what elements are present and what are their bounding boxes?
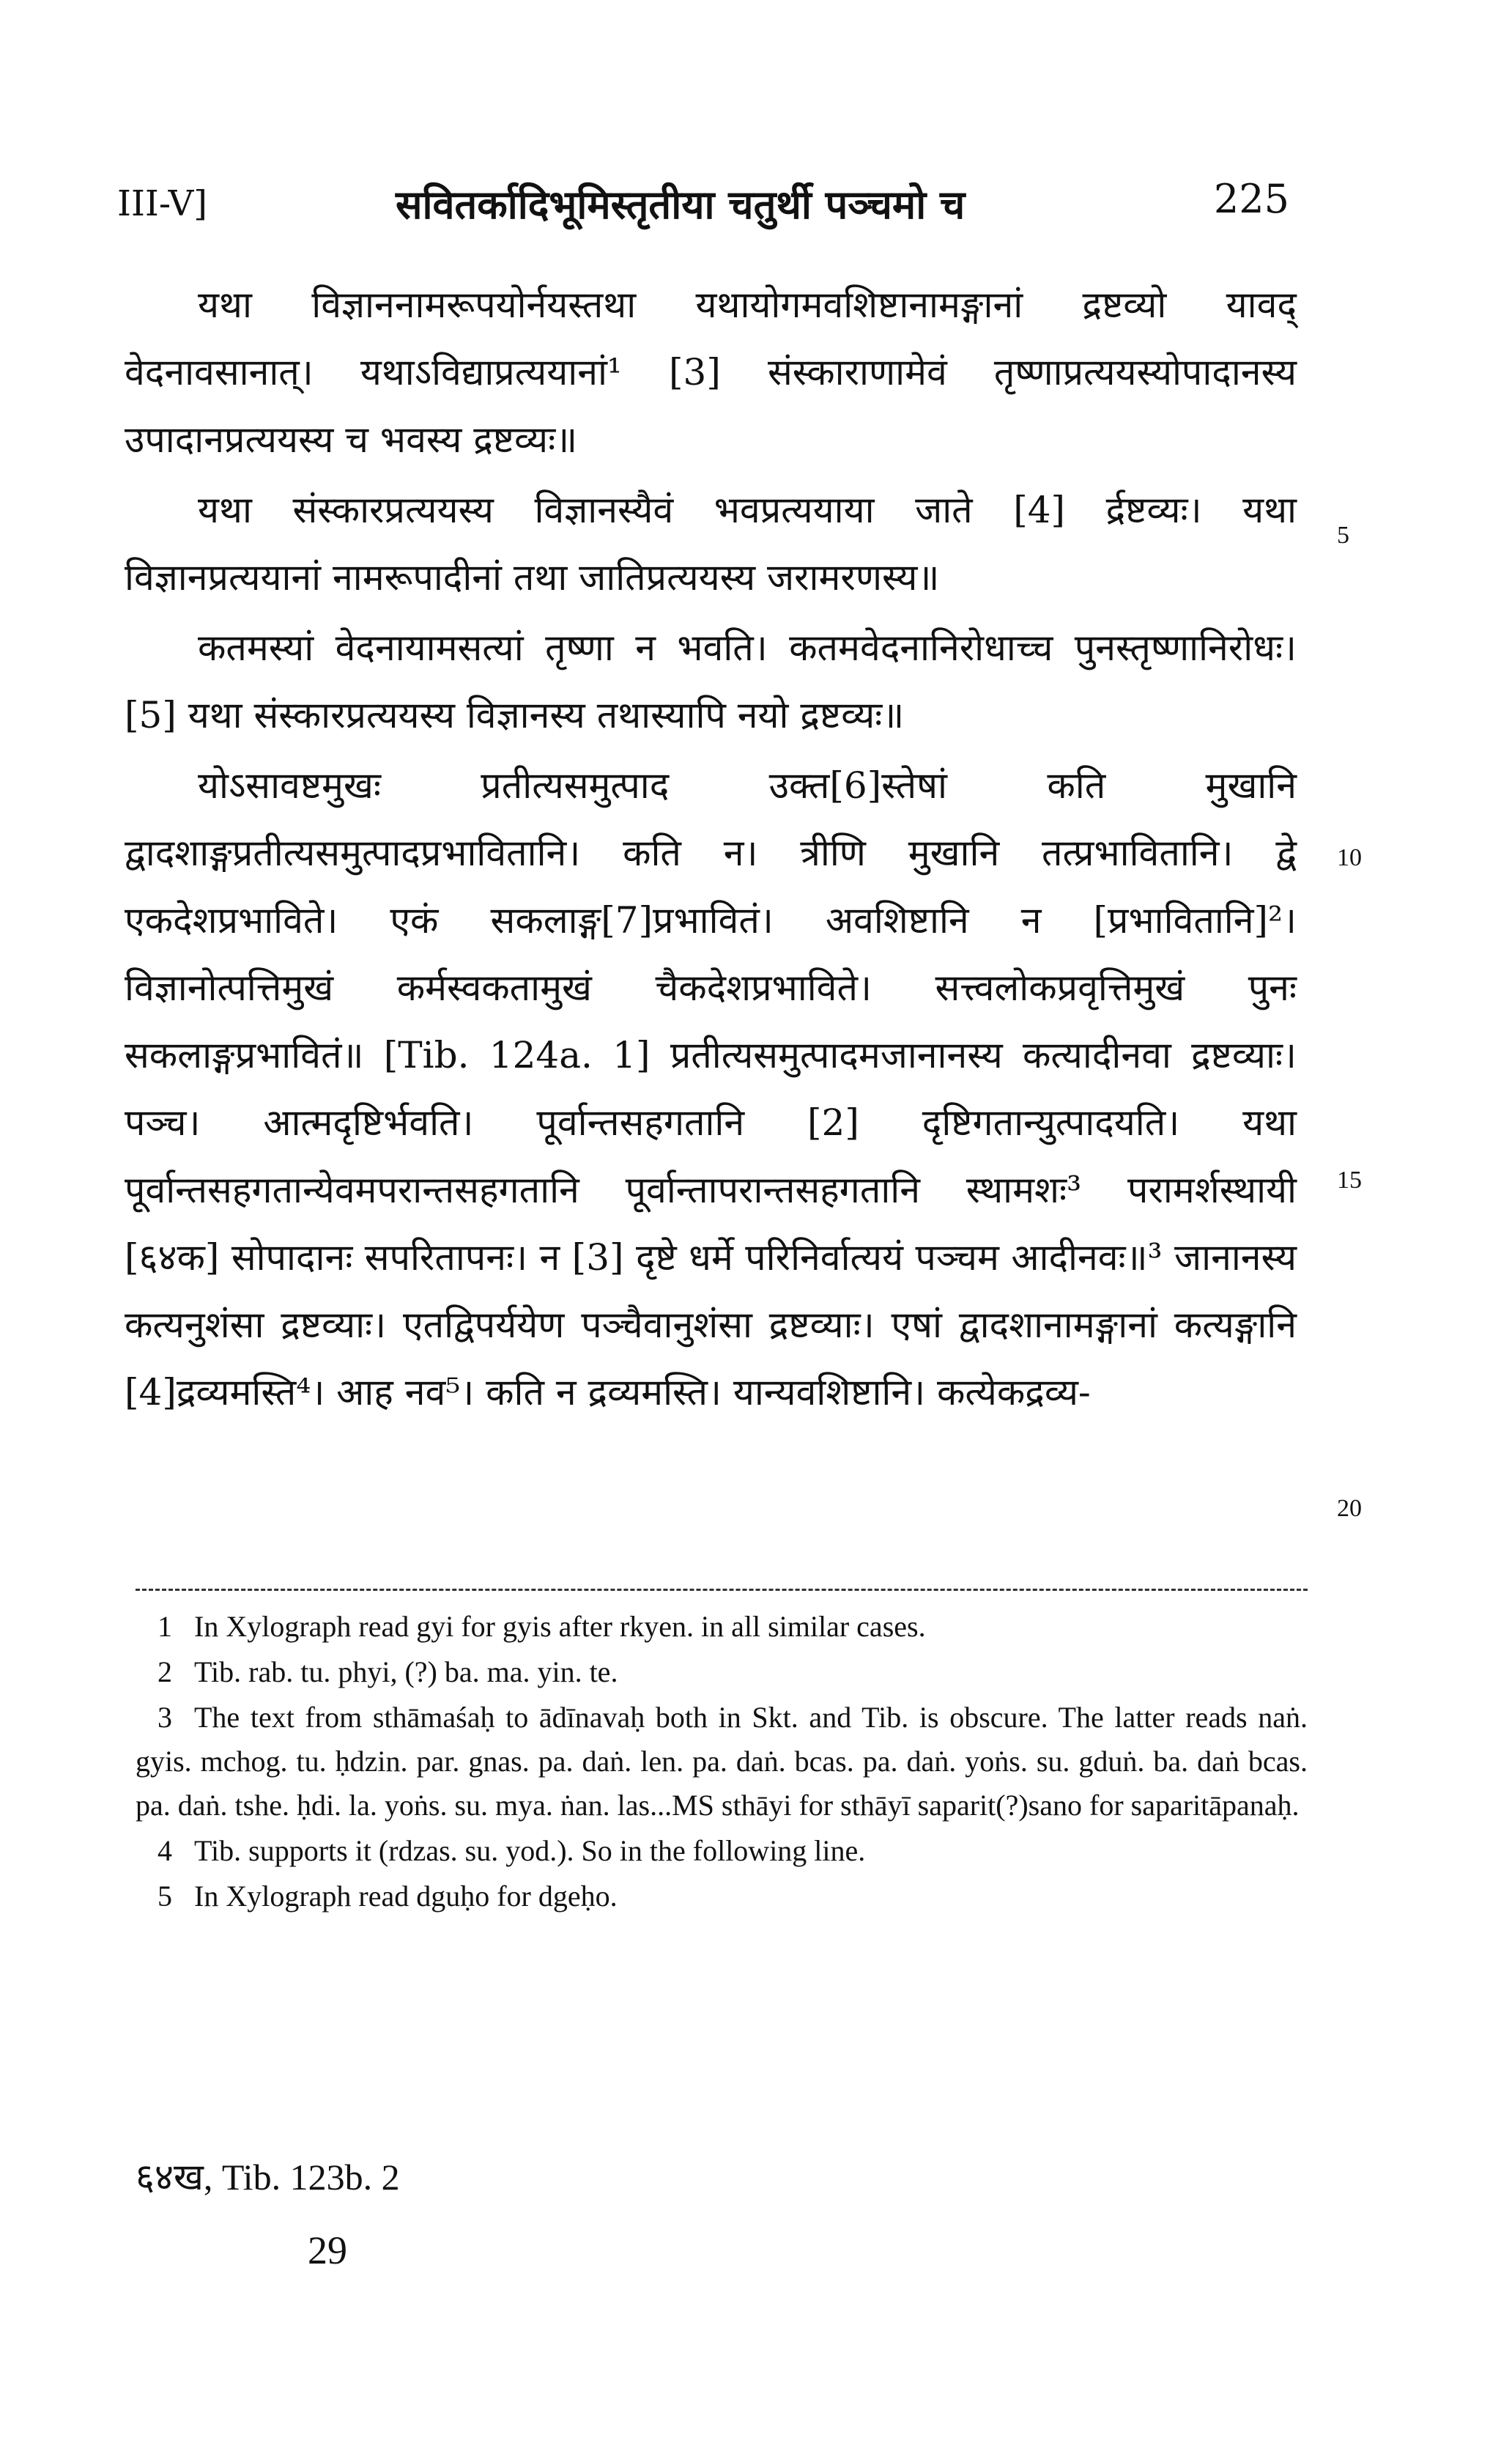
line-number-10: 10 <box>1337 844 1362 871</box>
running-title: सवितर्कादिभूमिस्तृतीया चतुर्थी पञ्चमो च <box>396 181 966 228</box>
sanskrit-body <box>125 271 1297 1429</box>
paragraph-4: योऽसावष्टमुखः प्रतीत्यसमुत्पाद उक्त[6]स्तेषां कति मुखानि द्वादशाङ्गप्रतीत्यसमुत्पादप्रभावितानि। कति न। त्रीणि मुखानि तत्प्रभावितानि। द्वे एकदेशप्रभाविते। एकं सकलाङ्ग[7]प्रभावितं। अवशिष्टानि न [प्रभावितानि]²। विज्ञानोत्पत्तिमुखं कर्मस्वकतामुखं चैकदेशप्रभाविते। सत्त्वलोकप्रवृत्तिमुखं पुनः सकलाङ्गप्रभावितं॥ [Tib. 124a. 1] प्रतीत्यसमुत्पादमजानानस्य कत्यादीनवा द्रष्टव्याः। पञ्च। आत्मदृष्टिर्भवति। पूर्वान्तसहगतानि [2] दृष्टिगतान्युत्पादयति। यथा पूर्वान्तसहगतान्येवमपरान्तसहगतानि पूर्वान्तापरान्तसहगतानि स्थामशः³ परामर्शस्थायी [६४क] सोपादानः सपरितापनः। न [3] दृष्टे धर्मे परिनिर्वात्ययं पञ्चम आदीनवः॥³ जानानस्य कत्यनुशंसा द्रष्टव्याः। एतद्विपर्ययेण पञ्चैवानुशंसा द्रष्टव्याः। एषां द्वादशानामङ्गानां कत्यङ्गानि [4]द्रव्यमस्ति⁴। आह नव⁵। कति न द्रव्यमस्ति। यान्यवशिष्टानि। कत्येकद्रव्य- <box>125 764 1297 1414</box>
paragraph-1: यथा विज्ञाननामरूपयोर्नयस्तथा यथायोगमवशिष्टानामङ्गानां द्रष्टव्यो यावद् वेदनावसानात्। यथाऽविद्याप्रत्ययानां¹ [3] संस्काराणामेवं तृष्णाप्रत्ययस्योपादानस्य उपादानप्रत्ययस्य च भवस्य द्रष्टव्यः॥ <box>125 284 1297 461</box>
line-number-20: 20 <box>1337 1495 1362 1522</box>
footnote <box>136 1650 1308 1694</box>
signature-number: 29 <box>308 2228 347 2272</box>
line-number-5: 5 <box>1337 522 1349 549</box>
manuscript-reference: ६४ख, Tib. 123b. 2 <box>136 2157 400 2198</box>
line-number-15: 15 <box>1337 1167 1362 1194</box>
footnote-number: 1 <box>158 1610 172 1643</box>
footnote-separator <box>136 1589 1308 1591</box>
footnote <box>136 1605 1308 1649</box>
footnote-number: 5 <box>158 1880 172 1913</box>
footnotes <box>136 1605 1308 1920</box>
footnote <box>136 1874 1308 1918</box>
running-header <box>117 176 1289 234</box>
footnote <box>136 1829 1308 1873</box>
footnote-text: Tib. rab. tu. phyi, (?) ba. ma. yin. te. <box>194 1655 618 1688</box>
footnote-number: 3 <box>158 1701 172 1734</box>
section-marker: III-V] <box>117 183 207 224</box>
footnote-number: 2 <box>158 1655 172 1688</box>
footnote-number: 4 <box>158 1834 172 1867</box>
footnote-text: The text from sthāmaśaḥ to ādīnavaḥ both in Skt. and Tib. is obscure. The latter reads naṅ. gyis. mchog. tu. ḥdzin. par. gnas. pa. daṅ. len. pa. daṅ. bcas. pa. daṅ. yoṅs. su. gduṅ. ba. daṅ bcas. pa. daṅ. tshe. ḥdi. la. yoṅs. su. mya. ṅan. las...MS sthāyi for sthāyī saparit(?)sano for saparitāpanaḥ. <box>136 1701 1308 1822</box>
paragraph-2: यथा संस्कारप्रत्ययस्य विज्ञानस्यैवं भवप्रत्ययाया जाते [4] र्द्रष्टव्यः। यथा विज्ञानप्रत्ययानां नामरूपादीनां तथा जातिप्रत्ययस्य जरामरणस्य॥ <box>125 489 1297 599</box>
footnote-text: In Xylograph read dguḥo for dgeḥo. <box>194 1880 618 1913</box>
page-number: 225 <box>1213 176 1289 222</box>
footnote-text: In Xylograph read gyi for gyis after rkyen. in all similar cases. <box>194 1610 926 1643</box>
footnote-text: Tib. supports it (rdzas. su. yod.). So in the following line. <box>194 1834 866 1867</box>
footnote <box>136 1696 1308 1828</box>
paragraph-3: कतमस्यां वेदनायामसत्यां तृष्णा न भवति। कतमवेदनानिरोधाच्च पुनस्तृष्णानिरोधः। [5] यथा संस्कारप्रत्ययस्य विज्ञानस्य तथास्यापि नयो द्रष्टव्यः॥ <box>125 627 1297 736</box>
